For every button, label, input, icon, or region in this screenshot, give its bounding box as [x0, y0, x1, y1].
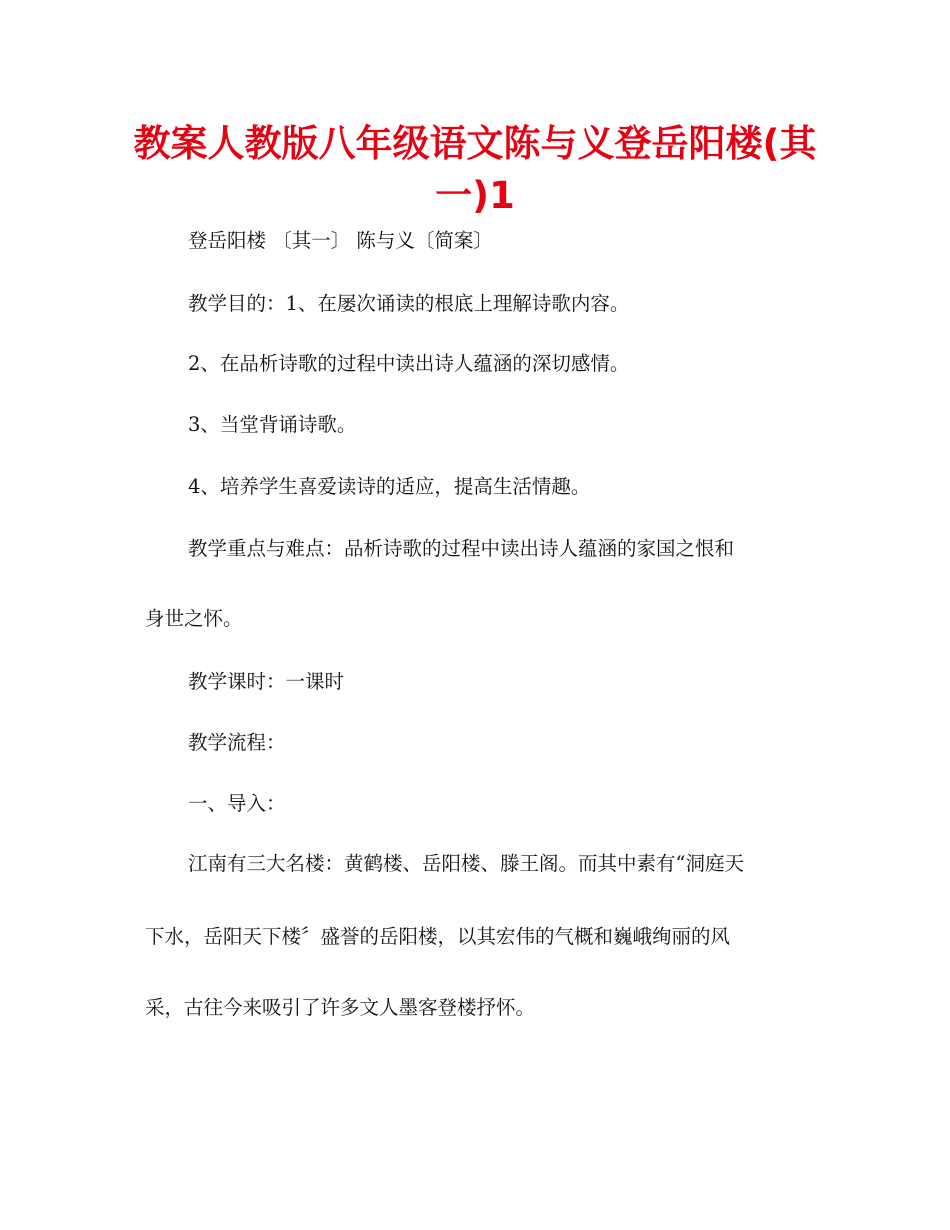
objective-line-4: 4、培养学生喜爱读诗的适应，提高生活情趣。	[188, 475, 591, 498]
objective-line-3: 3、当堂背诵诗歌。	[188, 413, 357, 436]
process-heading: 教学流程：	[188, 731, 286, 754]
key-points-line: 教学重点与难点：品析诗歌的过程中读出诗人蕴涵的家国之恨和	[188, 537, 735, 560]
lesson-hours-line: 教学课时：一课时	[188, 670, 345, 693]
objective-line-1: 教学目的：1、在屡次诵读的根底上理解诗歌内容。	[188, 292, 630, 315]
intro-paragraph-line-2: 下水，岳阳天下楼〞盛誉的岳阳楼，以其宏伟的气概和巍峨绚丽的风	[145, 925, 731, 948]
document-title: 教案人教版八年级语文陈与义登岳阳楼(其一)1	[133, 122, 817, 217]
key-points-line-cont: 身世之怀。	[145, 607, 243, 630]
intro-paragraph-line-1: 江南有三大名楼：黄鹤楼、岳阳楼、滕王阁。而其中素有“洞庭天	[188, 852, 744, 875]
subtitle-line: 登岳阳楼 〔其一〕 陈与义〔简案〕	[188, 229, 493, 252]
section-intro-heading: 一、导入：	[188, 792, 286, 815]
objective-line-2: 2、在品析诗歌的过程中读出诗人蕴涵的深切感情。	[188, 352, 630, 375]
intro-paragraph-line-3: 采，古往今来吸引了许多文人墨客登楼抒怀。	[145, 996, 536, 1019]
